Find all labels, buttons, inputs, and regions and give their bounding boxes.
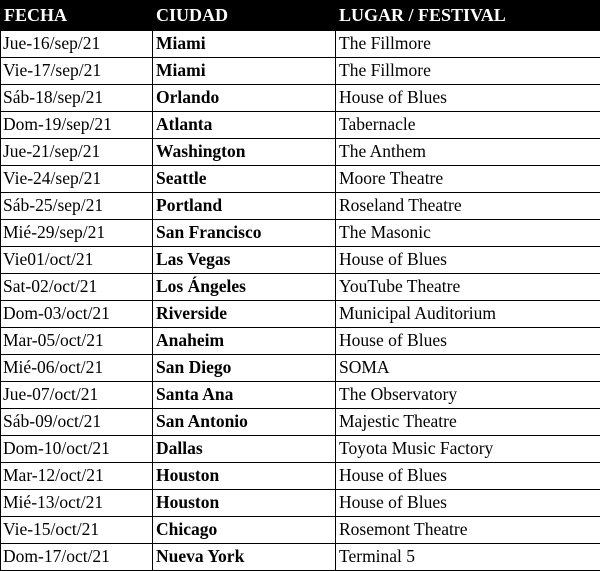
- venue-cell: Toyota Music Factory: [336, 436, 600, 463]
- table-row: [1, 517, 600, 544]
- header-venue: LUGAR / FESTIVAL: [336, 1, 600, 31]
- table-header: [1, 1, 600, 31]
- date-cell: Mar-05/oct/21: [1, 328, 153, 355]
- city-cell: San Diego: [153, 355, 336, 382]
- date-cell: Dom-03/oct/21: [1, 301, 153, 328]
- table-row: [1, 355, 600, 382]
- venue-cell: Tabernacle: [336, 112, 600, 139]
- city-cell: Anaheim: [153, 328, 336, 355]
- date-cell: Jue-07/oct/21: [1, 382, 153, 409]
- city-cell: Washington: [153, 139, 336, 166]
- date-cell: Vie-15/oct/21: [1, 517, 153, 544]
- table-row: [1, 193, 600, 220]
- table-row: [1, 328, 600, 355]
- city-cell: Nueva York: [153, 544, 336, 571]
- table-row: [1, 220, 600, 247]
- table-row: [1, 247, 600, 274]
- city-cell: Orlando: [153, 85, 336, 112]
- table-body: [1, 31, 600, 571]
- venue-cell: Municipal Auditorium: [336, 301, 600, 328]
- venue-cell: House of Blues: [336, 490, 600, 517]
- venue-cell: The Fillmore: [336, 31, 600, 58]
- header-row: [1, 1, 600, 31]
- table-row: [1, 112, 600, 139]
- date-cell: Mié-29/sep/21: [1, 220, 153, 247]
- city-cell: Miami: [153, 31, 336, 58]
- venue-cell: Terminal 5: [336, 544, 600, 571]
- date-cell: Dom-17/oct/21: [1, 544, 153, 571]
- city-cell: Portland: [153, 193, 336, 220]
- venue-cell: The Masonic: [336, 220, 600, 247]
- table-row: [1, 436, 600, 463]
- date-cell: Sáb-09/oct/21: [1, 409, 153, 436]
- venue-cell: YouTube Theatre: [336, 274, 600, 301]
- venue-cell: House of Blues: [336, 247, 600, 274]
- table-row: [1, 31, 600, 58]
- date-cell: Jue-21/sep/21: [1, 139, 153, 166]
- venue-cell: House of Blues: [336, 328, 600, 355]
- table-row: [1, 274, 600, 301]
- venue-cell: The Fillmore: [336, 58, 600, 85]
- table-row: [1, 301, 600, 328]
- date-cell: Vie-17/sep/21: [1, 58, 153, 85]
- header-city: CIUDAD: [153, 1, 336, 31]
- table-row: [1, 85, 600, 112]
- venue-cell: House of Blues: [336, 85, 600, 112]
- date-cell: Mié-13/oct/21: [1, 490, 153, 517]
- venue-cell: The Anthem: [336, 139, 600, 166]
- venue-cell: Rosemont Theatre: [336, 517, 600, 544]
- city-cell: Las Vegas: [153, 247, 336, 274]
- city-cell: Chicago: [153, 517, 336, 544]
- city-cell: Houston: [153, 490, 336, 517]
- venue-cell: Moore Theatre: [336, 166, 600, 193]
- table-row: [1, 463, 600, 490]
- venue-cell: Majestic Theatre: [336, 409, 600, 436]
- table-row: [1, 166, 600, 193]
- venue-cell: Roseland Theatre: [336, 193, 600, 220]
- date-cell: Jue-16/sep/21: [1, 31, 153, 58]
- date-cell: Dom-19/sep/21: [1, 112, 153, 139]
- date-cell: Vie-24/sep/21: [1, 166, 153, 193]
- date-cell: Sat-02/oct/21: [1, 274, 153, 301]
- city-cell: Miami: [153, 58, 336, 85]
- date-cell: Vie01/oct/21: [1, 247, 153, 274]
- table-row: [1, 382, 600, 409]
- city-cell: San Antonio: [153, 409, 336, 436]
- city-cell: Los Ángeles: [153, 274, 336, 301]
- city-cell: Houston: [153, 463, 336, 490]
- venue-cell: House of Blues: [336, 463, 600, 490]
- city-cell: Riverside: [153, 301, 336, 328]
- table-row: [1, 409, 600, 436]
- date-cell: Sáb-18/sep/21: [1, 85, 153, 112]
- header-date: FECHA: [1, 1, 153, 31]
- venue-cell: The Observatory: [336, 382, 600, 409]
- city-cell: Santa Ana: [153, 382, 336, 409]
- city-cell: Dallas: [153, 436, 336, 463]
- city-cell: San Francisco: [153, 220, 336, 247]
- date-cell: Mié-06/oct/21: [1, 355, 153, 382]
- table-row: [1, 544, 600, 571]
- table-row: [1, 139, 600, 166]
- venue-cell: SOMA: [336, 355, 600, 382]
- date-cell: Mar-12/oct/21: [1, 463, 153, 490]
- date-cell: Sáb-25/sep/21: [1, 193, 153, 220]
- table-row: [1, 490, 600, 517]
- table-row: [1, 58, 600, 85]
- date-cell: Dom-10/oct/21: [1, 436, 153, 463]
- city-cell: Atlanta: [153, 112, 336, 139]
- city-cell: Seattle: [153, 166, 336, 193]
